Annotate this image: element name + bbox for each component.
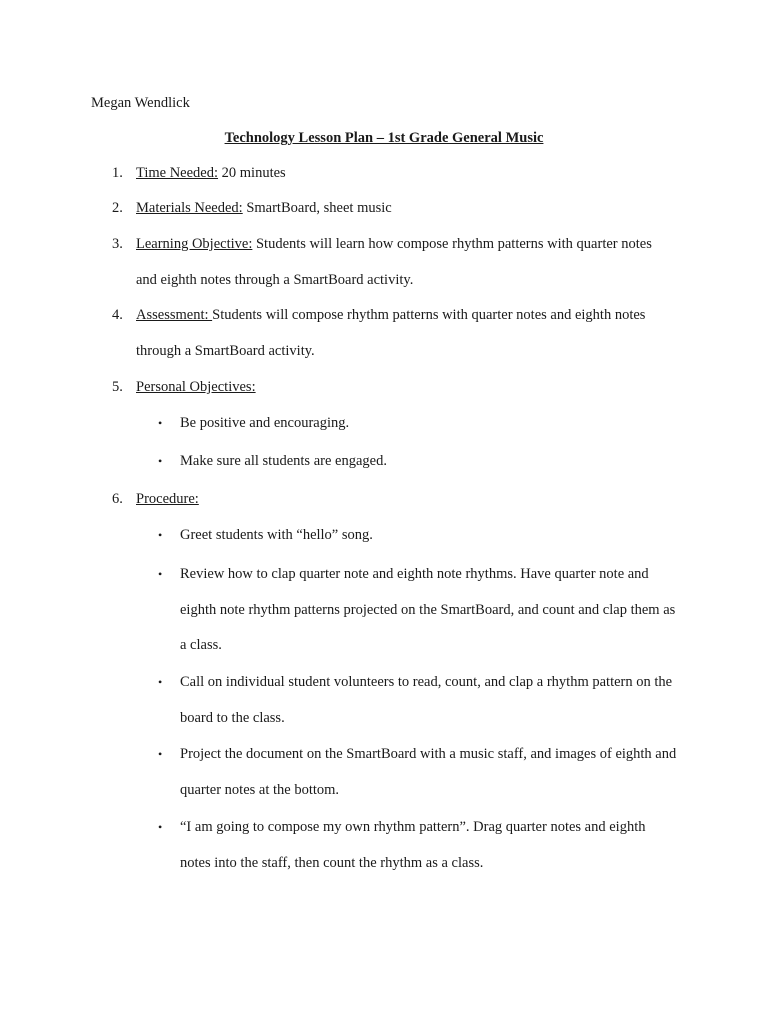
- bullet-icon: •: [158, 820, 163, 834]
- item-number: 4.: [112, 307, 123, 323]
- bullet-text: Make sure all students are engaged.: [180, 453, 387, 469]
- item-label: Procedure:: [136, 491, 199, 507]
- bullet-text: Greet students with “hello” song.: [180, 527, 373, 543]
- document-title: Technology Lesson Plan – 1st Grade General Music: [224, 130, 544, 146]
- bullet-icon: •: [158, 567, 163, 581]
- item-label: Time Needed:: [136, 165, 219, 181]
- bullet-text: Project the document on the SmartBoard with a music staff, and images of eighth and quarter notes at the bottom.: [180, 746, 677, 798]
- procedure-step-bullet: [158, 810, 678, 881]
- item-number: 1.: [112, 165, 123, 181]
- item-number: 5.: [112, 379, 123, 395]
- personal-objective-bullet: [158, 444, 678, 480]
- list-item-learning-objective: [112, 227, 672, 298]
- list-item-time-needed: [112, 156, 672, 192]
- procedure-step-bullet: [158, 518, 678, 554]
- list-item-procedure: [112, 482, 672, 518]
- list-item-assessment: [112, 298, 672, 369]
- bullet-text: Review how to clap quarter note and eighth note rhythms. Have quarter note and eighth note rhythm patterns projected on the SmartBoard, and count and clap them as a class.: [180, 566, 676, 653]
- item-number: 6.: [112, 491, 123, 507]
- bullet-text: Call on individual student volunteers to read, count, and clap a rhythm pattern on the board to the class.: [180, 674, 673, 726]
- bullet-icon: •: [158, 675, 163, 689]
- bullet-icon: •: [158, 528, 163, 542]
- bullet-text: Be positive and encouraging.: [180, 415, 350, 431]
- item-label: Learning Objective:: [136, 236, 253, 252]
- list-item-materials-needed: [112, 191, 672, 227]
- item-text: Students will compose rhythm patterns with quarter notes and eighth notes through a SmartBoard activity.: [136, 307, 646, 359]
- bullet-text: “I am going to compose my own rhythm pattern”. Drag quarter notes and eighth notes into the staff, then count the rhythm as a class.: [180, 819, 646, 871]
- personal-objective-bullet: [158, 406, 678, 442]
- item-label: Materials Needed:: [136, 200, 243, 216]
- item-text: 20 minutes: [218, 165, 286, 181]
- author-name: Megan Wendlick: [91, 95, 190, 111]
- item-number: 3.: [112, 236, 123, 252]
- bullet-icon: •: [158, 747, 163, 761]
- procedure-step-bullet: [158, 557, 678, 664]
- item-label: Assessment:: [136, 307, 213, 323]
- procedure-step-bullet: [158, 737, 678, 808]
- item-text: SmartBoard, sheet music: [242, 200, 392, 216]
- item-label: Personal Objectives:: [136, 379, 256, 395]
- item-number: 2.: [112, 200, 123, 216]
- bullet-icon: •: [158, 454, 163, 468]
- bullet-icon: •: [158, 416, 163, 430]
- item-text: Students will learn how compose rhythm patterns with quarter notes and eighth notes through a SmartBoard activity.: [136, 236, 652, 288]
- procedure-step-bullet: [158, 665, 678, 736]
- list-item-personal-objectives: [112, 370, 672, 406]
